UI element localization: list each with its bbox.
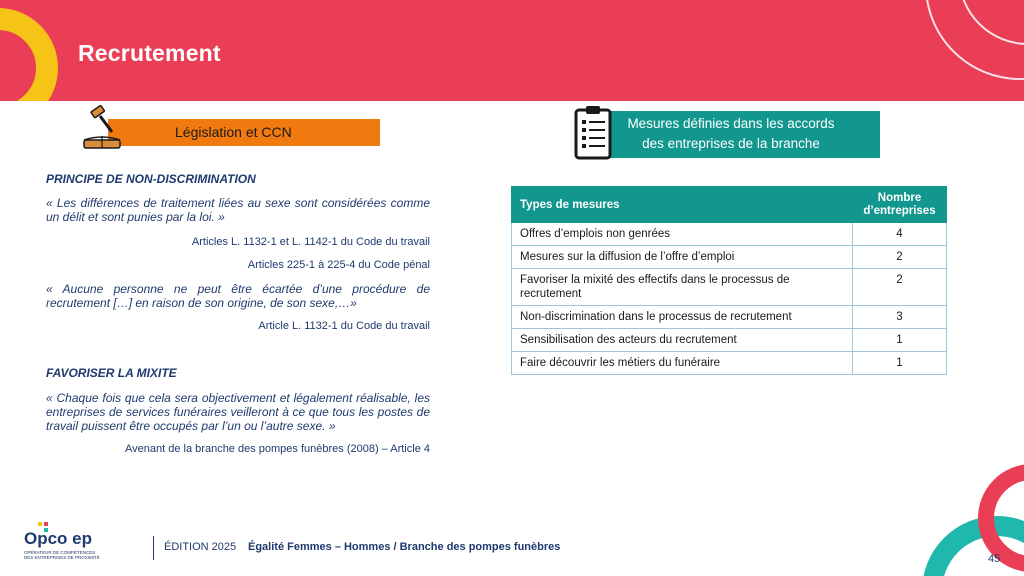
measure-count: 4 (853, 223, 947, 246)
header-band (0, 0, 1024, 101)
measure-count: 2 (853, 246, 947, 269)
reference-avenant: Avenant de la branche des pompes funèbres (2008) – Article 4 (125, 443, 430, 455)
footer-divider (153, 536, 154, 560)
gavel-book-icon (80, 104, 124, 152)
measure-label: Favoriser la mixité des effectifs dans le processus de recrutement (512, 269, 853, 306)
quote-legal-offence: « Les différences de traitement liées au sexe sont considérées comme un délit et sont punies par la loi. » (46, 196, 430, 224)
column-header-count-line1: Nombre (877, 191, 922, 204)
section-heading-non-discrimination: PRINCIPE DE NON-DISCRIMINATION (46, 172, 256, 186)
decorative-arc-yellow (0, 8, 58, 101)
table-row (512, 329, 947, 352)
measure-count: 1 (853, 329, 947, 352)
column-header-types: Types de mesures (512, 187, 853, 223)
reference-article-1132: Article L. 1132-1 du Code du travail (258, 320, 430, 332)
logo[interactable]: Opco ep (24, 529, 93, 548)
measure-count: 3 (853, 306, 947, 329)
reference-code-travail: Articles L. 1132-1 et L. 1142-1 du Code du travail (191, 236, 430, 248)
logo-subtitle-line1: OPÉRATEUR DE COMPÉTENCES (24, 550, 96, 555)
table-row (512, 352, 947, 375)
footer-description: Égalité Femmes – Hommes / Branche des pompes funèbres (248, 541, 561, 553)
page-number: 45 (988, 553, 1001, 565)
measure-label: Offres d’emplois non genrées (512, 223, 853, 246)
logo-dot-yellow (38, 522, 42, 526)
footer-edition: ÉDITION 2025 (164, 541, 237, 553)
reference-code-penal: Articles 225-1 à 225-4 du Code pénal (247, 259, 430, 271)
table-row (512, 246, 947, 269)
table-row (512, 269, 947, 306)
column-header-count (853, 187, 947, 223)
column-header-count-line2: d’entreprises (863, 204, 936, 217)
measure-count: 2 (853, 269, 947, 306)
page-title: Recrutement (78, 40, 221, 66)
legislation-banner-label: Législation et CCN (175, 124, 292, 140)
logo-subtitle-line2: DES ENTREPRISES DE PROXIMITÉ (24, 555, 100, 560)
logo-dot-red (44, 522, 48, 526)
measure-label: Non-discrimination dans le processus de recrutement (512, 306, 853, 329)
measure-count: 1 (853, 352, 947, 375)
measures-table (511, 186, 947, 375)
table-row (512, 306, 947, 329)
measures-banner-line1: Mesures définies dans les accords (627, 116, 835, 131)
quote-recruitment-exclusion: « Aucune personne ne peut être écartée d’une procédure de recrutement […] en raison de son origine, de son sexe,…» (46, 282, 430, 310)
measures-banner-line2: des entreprises de la branche (642, 136, 820, 151)
measure-label: Mesures sur la diffusion de l’offre d’emploi (512, 246, 853, 269)
quote-mixite: « Chaque fois que cela sera objectivement et légalement réalisable, les entreprises de services funéraires veilleront à ce que tous les postes de travail puissent être occupés par l’un ou l’autre sexe. » (46, 391, 430, 433)
measure-label: Sensibilisation des acteurs du recrutement (512, 329, 853, 352)
table-header-row (512, 187, 947, 223)
section-heading-mixite: FAVORISER LA MIXITE (46, 366, 177, 380)
table-row (512, 223, 947, 246)
measure-label: Faire découvrir les métiers du funéraire (512, 352, 853, 375)
clipboard-checklist-icon (573, 104, 613, 160)
